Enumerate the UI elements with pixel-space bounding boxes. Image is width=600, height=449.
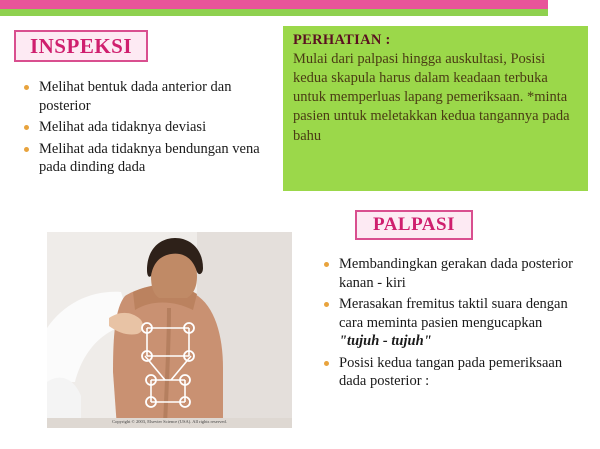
inspeksi-title-text: INSPEKSI (29, 33, 133, 58)
bullet-dot-icon (24, 125, 29, 130)
bullet-dot-icon (324, 361, 329, 366)
list-item-text: Membandingkan gerakan dada posterior kanan - kiri (339, 256, 573, 291)
list-item (22, 78, 277, 115)
figure-caption: Copyright © 2003, Elsevier Science (USA). All rights reserved. (112, 419, 227, 424)
posterior-chest-palpation-figure (47, 232, 292, 428)
list-item-text: Melihat ada tidaknya bendungan vena pada dinding dada (39, 140, 260, 176)
list-item (322, 255, 584, 292)
palpasi-title-box (355, 210, 473, 240)
perhatian-heading: PERHATIAN : (293, 32, 391, 48)
top-decor-green-bar (0, 9, 600, 16)
bullet-dot-icon (324, 262, 329, 267)
list-item-text: Melihat bentuk dada anterior dan posterior (39, 79, 232, 114)
bullet-dot-icon (24, 85, 29, 90)
inspeksi-bullet-list (22, 78, 277, 180)
top-decor-pink-bar (0, 0, 600, 9)
list-item (22, 118, 277, 137)
list-item-text: Posisi kedua tangan pada pemeriksaan dada posterior : (339, 354, 563, 390)
palpasi-bullet-list (322, 255, 584, 394)
list-item-text-pre: Merasakan fremitus taktil suara dengan cara meminta pasien mengucapkan (339, 296, 568, 331)
perhatian-callout-box (283, 26, 588, 191)
perhatian-body-text: Mulai dari palpasi hingga auskultasi, Posisi kedua skapula harus dalam keadaan terbuka untuk memperluas lapang pemeriksaan. *minta pasien untuk meletakkan kedua tangannya pada bahu (293, 51, 570, 144)
bullet-dot-icon (24, 147, 29, 152)
top-decor-corner-notch (548, 0, 600, 16)
palpasi-title-text: PALPASI (373, 214, 455, 235)
list-item (322, 295, 584, 351)
list-item (22, 140, 277, 177)
list-item-emphasis: "tujuh - tujuh" (339, 333, 432, 350)
bullet-dot-icon (324, 302, 329, 307)
list-item (322, 354, 584, 391)
inspeksi-title-box (14, 30, 148, 62)
posterior-chest-illustration (47, 232, 292, 428)
list-item-text: Melihat ada tidaknya deviasi (39, 119, 207, 136)
